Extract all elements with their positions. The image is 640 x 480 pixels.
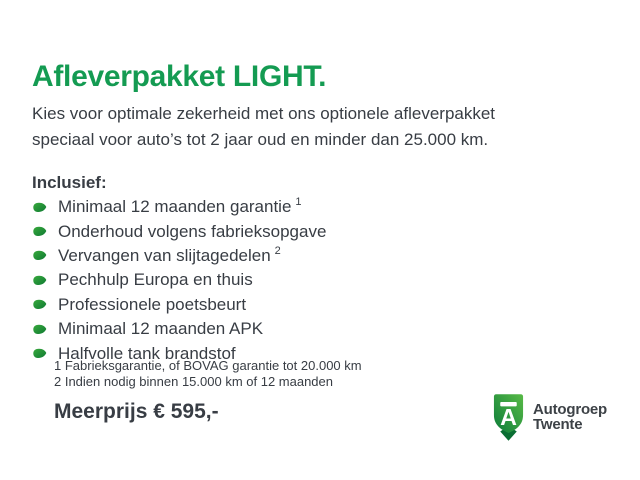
features-heading: Inclusief: [32,173,107,192]
brand-shield-icon [492,392,525,442]
intro-paragraph [32,101,572,153]
brand-name-line-2: Twente [533,416,583,433]
price-label: Meerprijs € 595,- [54,400,219,423]
leaf-bullet-icon [32,348,47,359]
intro-line-1: Kies voor optimale zekerheid met ons optionele afleverpakket [32,104,496,123]
list-item [32,219,330,243]
list-item-label: Halfvolle tank brandstof [58,343,236,363]
leaf-bullet-icon [32,324,47,335]
list-item [32,317,330,341]
list-item-label: Onderhoud volgens fabrieksopgave [58,221,327,241]
list-item-label: Pechhulp Europa en thuis [58,270,253,290]
leaf-bullet-icon [32,226,47,237]
list-item: Vervangen van slijtagedelen $^2$ [32,244,330,268]
leaf-bullet-icon [32,299,47,310]
footnote-1: 1 Fabrieksgarantie, of BOVAG garantie tot 20.000 km [54,358,362,373]
list-item-label: Vervangen van slijtagedelen [58,245,271,265]
list-item [32,268,330,292]
footnote-2: 2 Indien nodig binnen 15.000 km of 12 maanden [54,373,333,389]
intro-line-2: speciaal voor auto’s tot 2 jaar oud en minder dan 25.000 km. [32,130,489,149]
brand-monogram: A [500,404,517,431]
leaf-bullet-icon [32,250,47,261]
footnotes [54,358,362,390]
leaf-bullet-icon [32,202,47,213]
list-item [32,293,330,317]
list-item-label: Minimaal 12 maanden APK [58,319,264,339]
list-item-label: Professionele poetsbeurt [58,294,247,314]
list-item-label: Minimaal 12 maanden garantie [58,197,292,217]
features-list [32,195,330,366]
list-item: Minimaal 12 maanden garantie $^1$ [32,195,330,219]
brand-logo [492,392,607,442]
brand-name [533,402,607,432]
leaf-bullet-icon [32,275,47,286]
brand-name-line-1: Autogroep [533,401,608,418]
page-title: Afleverpakket LIGHT. [32,60,327,93]
